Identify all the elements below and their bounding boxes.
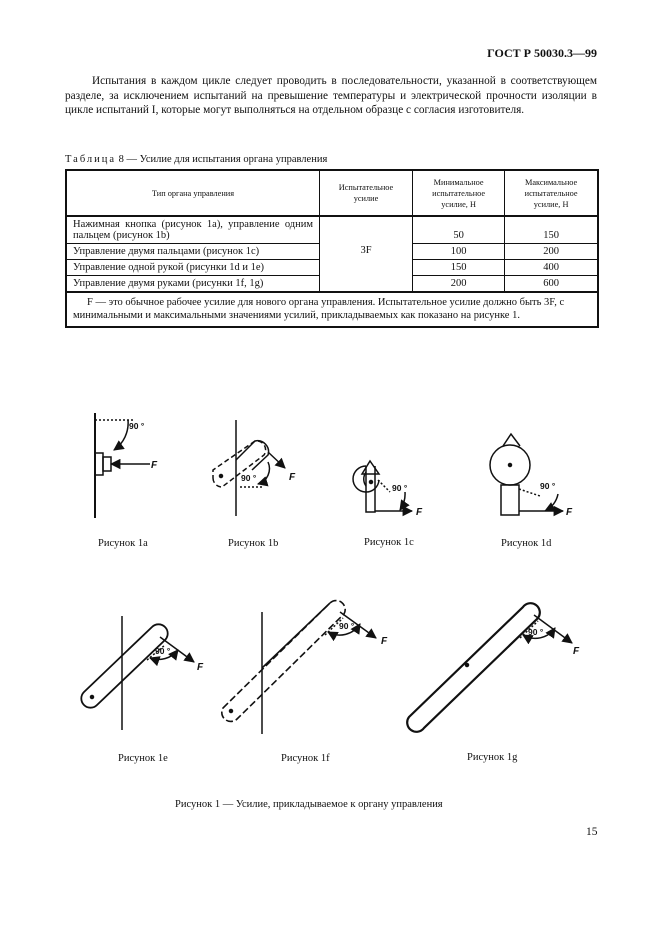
intro-paragraph: Испытания в каждом цикле следует проводить в последовательности, указанной в соответствующем разделе, за исключением испытаний на превышение температуры и электрической прочности изоляции в цикле испытаний I, которые могут выполняться на отдельном образце с согласия изготовителя. <box>65 75 597 117</box>
row-min: 150 <box>413 260 505 276</box>
angle-label: 90 ° <box>528 627 544 637</box>
angle-label: 90 ° <box>241 473 257 483</box>
col-header-min: Минимальное испытательное усилие, Н <box>413 170 505 216</box>
row-max: 400 <box>505 260 598 276</box>
page-number: 15 <box>586 826 598 838</box>
table-row <box>66 216 598 244</box>
table-caption <box>65 154 327 165</box>
force-label: F <box>197 662 204 673</box>
figure-1e-drawing <box>81 616 194 730</box>
force-label: F <box>289 472 296 483</box>
angle-label: 90 ° <box>129 421 145 431</box>
standard-header: ГОСТ Р 50030.3—99 <box>487 46 597 60</box>
force-label: F <box>573 646 580 657</box>
figure-caption-1c: Рисунок 1с <box>364 537 414 548</box>
row-max: 200 <box>505 244 598 260</box>
figure-caption-1a: Рисунок 1а <box>98 538 148 549</box>
force-label: F <box>381 636 388 647</box>
figure-caption-1d: Рисунок 1d <box>501 538 552 549</box>
force-label: F <box>151 460 158 471</box>
row-max: 600 <box>505 276 598 293</box>
force-table <box>65 169 599 328</box>
figure-1g-drawing <box>407 603 572 732</box>
figure-caption-1b: Рисунок 1b <box>228 538 279 549</box>
angle-label: 90 ° <box>155 646 171 656</box>
angle-label: 90 ° <box>540 481 556 491</box>
table-header-row <box>66 170 598 216</box>
test-force-cell: 3F <box>320 216 413 292</box>
row-type: Управление двумя пальцами (рисунок 1с) <box>66 244 320 260</box>
row-min: 50 <box>413 216 505 244</box>
row-type: Нажимная кнопка (рисунок 1а), управление одним пальцем (рисунок 1b) <box>66 216 320 244</box>
table-caption-label: Таблица <box>65 154 117 165</box>
angle-label: 90 ° <box>392 483 408 493</box>
row-min: 100 <box>413 244 505 260</box>
table-caption-title: 8 — Усилие для испытания органа управления <box>116 154 328 165</box>
row-type: Управление одной рукой (рисунки 1d и 1е) <box>66 260 320 276</box>
figure-1-drawings <box>0 390 661 740</box>
row-type: Управление двумя руками (рисунки 1f, 1g) <box>66 276 320 293</box>
col-header-test-force: Испытательное усилие <box>320 170 413 216</box>
figure-1d-drawing <box>490 434 563 515</box>
row-min: 200 <box>413 276 505 293</box>
force-label: F <box>416 507 423 518</box>
figure-1-caption: Рисунок 1 — Усилие, прикладываемое к органу управления <box>175 799 443 810</box>
table-note: F — это обычное рабочее усилие для нового органа управления. Испытательное усилие должно быть 3F, с минимальными и максимальными значениями усилий, прикладываемых как показано на рисунке 1. <box>66 292 598 327</box>
figure-1b-drawing <box>213 420 285 516</box>
col-header-type: Тип органа управления <box>66 170 320 216</box>
col-header-max: Максимальное испытательное усилие, Н <box>505 170 598 216</box>
figure-caption-1f: Рисунок 1f <box>281 753 330 764</box>
figure-caption-1g: Рисунок 1g <box>467 752 518 763</box>
figure-caption-1e: Рисунок 1е <box>118 753 168 764</box>
force-label: F <box>566 507 573 518</box>
table-note-row <box>66 292 598 327</box>
row-max: 150 <box>505 216 598 244</box>
angle-label: 90 ° <box>339 621 355 631</box>
